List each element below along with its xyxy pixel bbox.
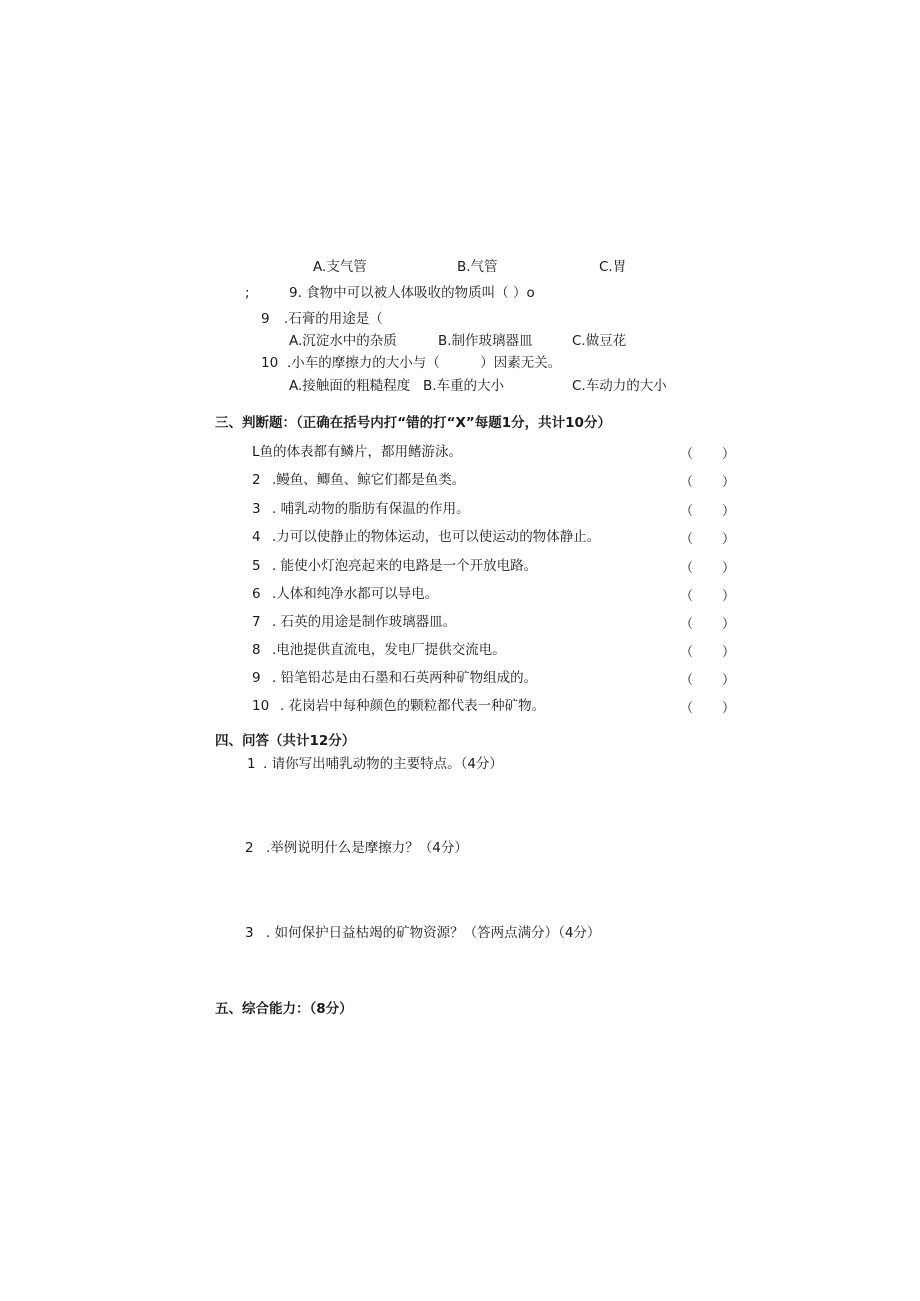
judgement-1-answer-open[interactable]: （ <box>680 447 694 462</box>
qa-3-number: 3 <box>245 925 254 941</box>
q8-option-c: C.胃 <box>599 259 627 275</box>
question-10-friction: .小车的摩擦力的大小与（ ）因素无关。 <box>287 355 562 371</box>
judgement-10-number: 10 <box>252 698 270 714</box>
qa-2-question: .举例说明什么是摩擦力？（4分） <box>266 840 468 856</box>
qa-1-number: 1 <box>247 756 256 772</box>
q9b-option-c: C.做豆花 <box>572 333 627 349</box>
judgement-2-answer-open[interactable]: （ <box>680 475 694 490</box>
judgement-8-answer-open[interactable]: （ <box>680 645 694 660</box>
section-5-heading: 五、综合能力：（8分） <box>215 1001 353 1017</box>
q9b-option-b: B.制作玻璃器皿 <box>438 333 533 349</box>
judgement-3-answer-open[interactable]: （ <box>680 504 694 519</box>
judgement-7-statement: . 石英的用途是制作玻璃器皿。 <box>272 614 457 630</box>
question-9b-gypsum: .石膏的用途是（ <box>284 311 383 327</box>
judgement-10-answer-open[interactable]: （ <box>680 701 694 716</box>
judgement-7-answer-close[interactable]: ） <box>722 617 736 632</box>
judgement-6-answer-open[interactable]: （ <box>680 589 694 604</box>
judgement-5-answer-open[interactable]: （ <box>680 561 694 576</box>
judgement-6-answer-close[interactable]: ） <box>722 589 736 604</box>
question-9-food: 9. 食物中可以被人体吸收的物质叫（ ）o <box>289 285 535 301</box>
q10-option-a: A.接触面的粗糙程度 <box>289 378 411 394</box>
section-3-heading: 三、判断题：（正确在括号内打“错的打“X”每题1分，共计10分） <box>215 415 611 431</box>
question-10-number: 10 <box>261 355 279 371</box>
q8-option-a: A.支气管 <box>313 259 367 275</box>
judgement-7-number: 7 <box>252 614 261 630</box>
judgement-5-statement: . 能使小灯泡亮起来的电路是一个开放电路。 <box>272 558 538 574</box>
q9b-option-a: A.沉淀水中的杂质 <box>289 333 397 349</box>
q8-option-b: B.气管 <box>457 259 498 275</box>
question-9b-number: 9 <box>261 311 270 327</box>
judgement-9-answer-open[interactable]: （ <box>680 673 694 688</box>
judgement-8-statement: .电池提供直流电，发电厂提供交流电。 <box>272 642 506 658</box>
q9-margin-mark: ; <box>245 285 250 301</box>
judgement-4-answer-open[interactable]: （ <box>680 532 694 547</box>
qa-1-question: . 请你写出哺乳动物的主要特点。（4分） <box>263 756 503 772</box>
judgement-10-answer-close[interactable]: ） <box>722 701 736 716</box>
judgement-1-answer-close[interactable]: ） <box>722 447 736 462</box>
judgement-1-statement: L鱼的体表都有鳞片，都用鳍游泳。 <box>252 444 463 460</box>
judgement-6-number: 6 <box>252 586 261 602</box>
judgement-7-answer-open[interactable]: （ <box>680 617 694 632</box>
judgement-3-statement: . 哺乳动物的脂肪有保温的作用。 <box>272 501 470 517</box>
judgement-5-number: 5 <box>252 558 261 574</box>
judgement-9-number: 9 <box>252 670 261 686</box>
judgement-9-answer-close[interactable]: ） <box>722 673 736 688</box>
section-4-heading: 四、问答（共计12分） <box>215 733 356 749</box>
judgement-10-statement: . 花岗岩中每种颜色的颗粒都代表一种矿物。 <box>280 698 546 714</box>
judgement-5-answer-close[interactable]: ） <box>722 561 736 576</box>
judgement-3-number: 3 <box>252 501 261 517</box>
judgement-8-number: 8 <box>252 642 261 658</box>
qa-3-question: . 如何保护日益枯竭的矿物资源？（答两点满分）（4分） <box>266 925 601 941</box>
judgement-3-answer-close[interactable]: ） <box>722 504 736 519</box>
judgement-4-statement: .力可以使静止的物体运动，也可以使运动的物体静止。 <box>272 529 601 545</box>
judgement-9-statement: . 铅笔铅芯是由石墨和石英两种矿物组成的。 <box>272 670 538 686</box>
judgement-4-answer-close[interactable]: ） <box>722 532 736 547</box>
judgement-2-answer-close[interactable]: ） <box>722 475 736 490</box>
q10-option-b: B.车重的大小 <box>423 378 505 394</box>
judgement-6-statement: .人体和纯净水都可以导电。 <box>272 586 439 602</box>
judgement-2-number: 2 <box>252 472 261 488</box>
qa-2-number: 2 <box>245 840 254 856</box>
judgement-2-statement: .鳗鱼、鲫鱼、鲸它们都是鱼类。 <box>272 472 466 488</box>
q10-option-c: C.车动力的大小 <box>572 378 667 394</box>
judgement-4-number: 4 <box>252 529 261 545</box>
judgement-8-answer-close[interactable]: ） <box>722 645 736 660</box>
